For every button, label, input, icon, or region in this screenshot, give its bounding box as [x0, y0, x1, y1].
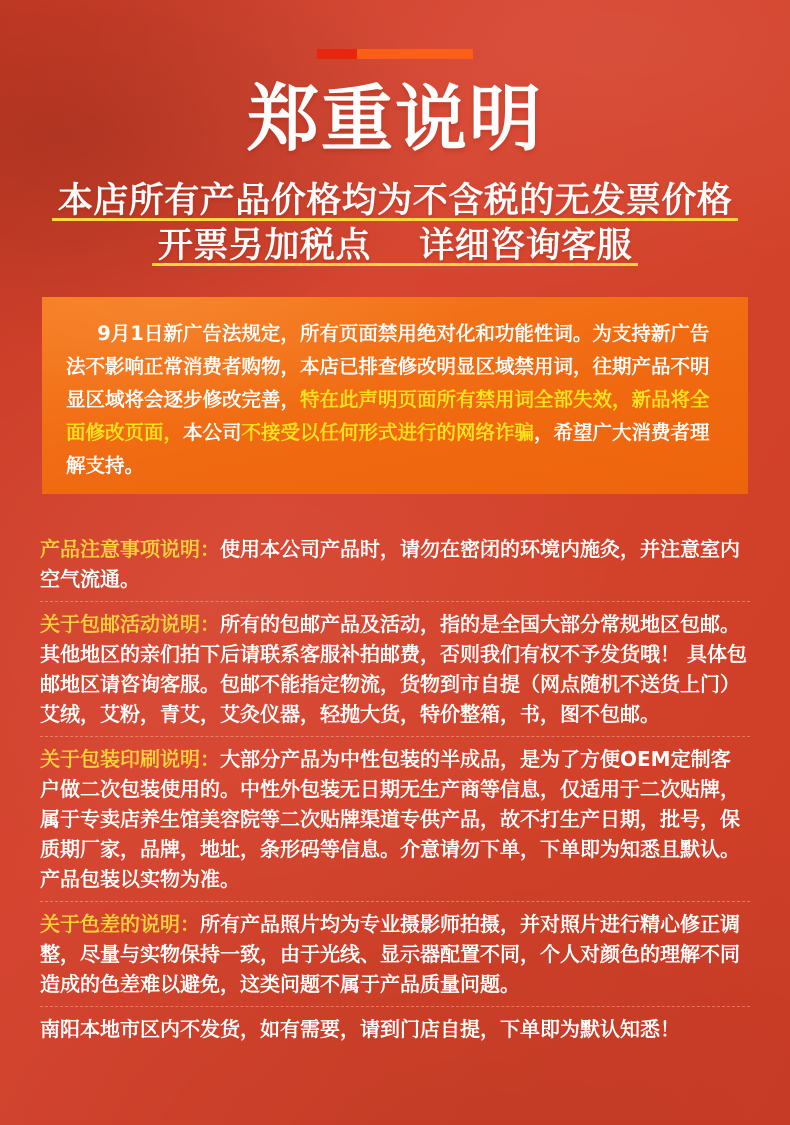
section-label: 关于包邮活动说明：: [40, 612, 220, 636]
section-free-shipping: [40, 609, 750, 729]
notice-highlight-text: 特在此声明页面所有禁用词全部失效，新品将全面修改页面，: [66, 388, 710, 444]
notice-highlight-text: 不接受以任何形式进行的网络诈骗: [241, 421, 535, 444]
notice-text: 本公司: [183, 421, 242, 444]
bar-segment-orange: [357, 49, 473, 59]
price-statement-line1: 本店所有产品价格均为不含税的无发票价格: [0, 179, 790, 224]
notes-list: [40, 534, 750, 1044]
dashed-divider: [40, 901, 750, 902]
section-color-difference: [40, 909, 750, 999]
section-label: 产品注意事项说明：: [40, 537, 220, 561]
section-body: 所有产品照片均为专业摄影师拍摄，并对照片进行精心修正调整，尽量与实物保持一致，由于光线、显示器配置不同，个人对颜色的理解不同造成的色差难以避免，这类问题不属于产品质量问题。: [40, 912, 740, 996]
price-statement-line2: 开票另加税点 详细咨询客服: [0, 224, 790, 269]
page-title: 郑重说明: [246, 77, 543, 161]
notice-text: 9月1日新广告法规定，所有页面禁用绝对化和功能性词。为支持新广告法不影响正常消费者购物，本店已排查修改明显区域禁用词，往期产品不明显区域将会逐步修改完善，: [66, 322, 710, 411]
section-packaging-print: [40, 744, 750, 894]
section-label: 关于色差的说明：: [40, 912, 200, 936]
local-pickup-notice: 南阳本地市区内不发货，如有需要，请到门店自提，下单即为默认知悉！: [40, 1017, 680, 1041]
dashed-divider: [40, 1006, 750, 1007]
price-statement: [0, 179, 790, 269]
dashed-divider: [40, 601, 750, 602]
ad-law-notice-text: [66, 317, 724, 482]
ad-law-notice-box: [42, 297, 748, 494]
title-decoration-bar: [317, 49, 473, 59]
notice-text: ，希望广大消费者理解支持。: [66, 421, 710, 477]
section-body: 所有的包邮产品及活动，指的是全国大部分常规地区包邮。其他地区的亲们拍下后请联系客服补拍邮费，否则我们有权不予发货哦！ 具体包邮地区请咨询客服。包邮不能指定物流，货物到市自提（网点随机不送货上门）艾绒，艾粉，青艾，艾灸仪器，轻抛大货，特价整箱，书，图不包邮。: [40, 612, 747, 726]
section-product-caution: [40, 534, 750, 594]
dashed-divider: [40, 736, 750, 737]
section-body: 大部分产品为中性包装的半成品，是为了方便OEM定制客户做二次包装使用的。中性外包装无日期无生产商等信息，仅适用于二次贴牌，属于专卖店养生馆美容院等二次贴牌渠道专供产品，故不打生产日期，批号，保质期厂家，品牌，地址，条形码等信息。介意请勿下单，下单即为知悉且默认。产品包装以实物为准。: [40, 747, 740, 891]
bar-segment-dark-red: [317, 49, 357, 59]
section-body: 使用本公司产品时，请勿在密闭的环境内施灸，并注意室内空气流通。: [40, 537, 740, 591]
section-label: 关于包装印刷说明：: [40, 747, 220, 771]
